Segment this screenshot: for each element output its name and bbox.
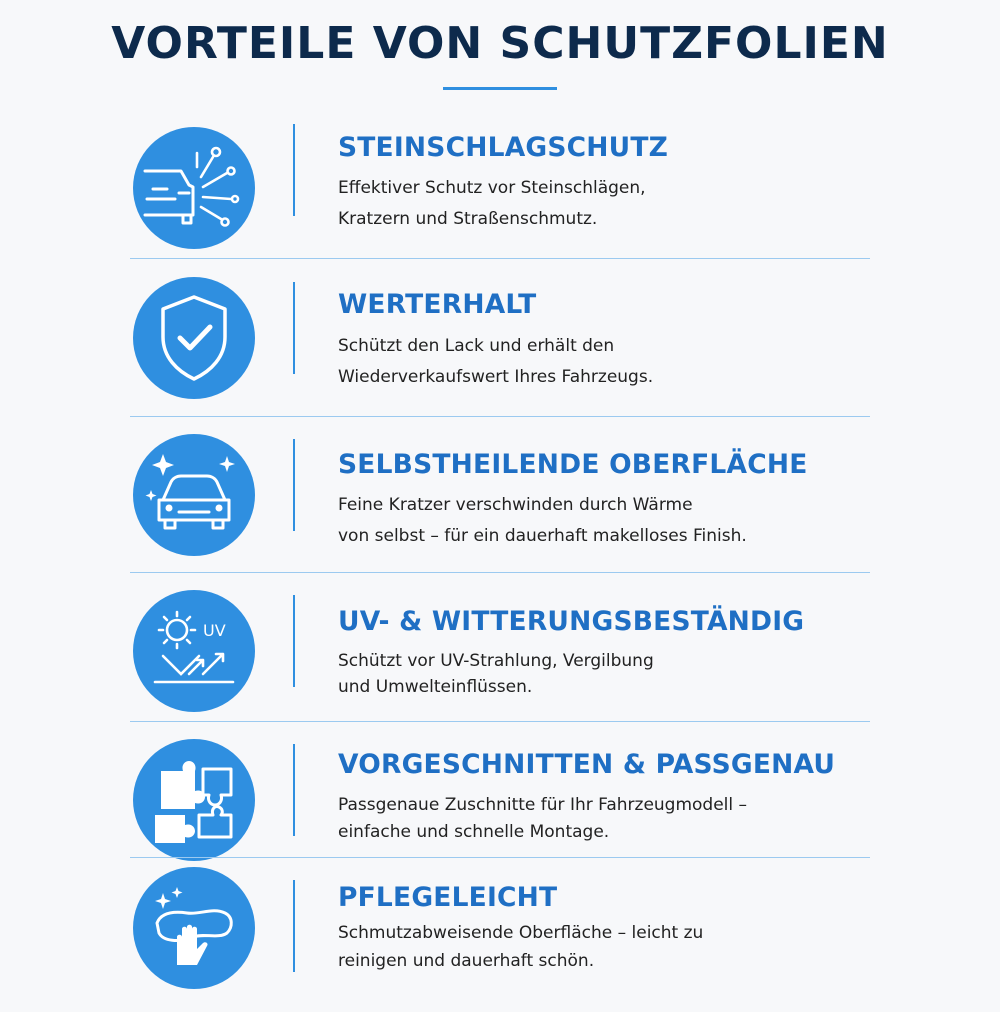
separator — [130, 721, 870, 722]
feature-easy-care — [0, 862, 1000, 1012]
sparkling-car-icon — [133, 434, 255, 556]
feature-heading: SELBSTHEILENDE OBERFLÄCHE — [338, 449, 808, 480]
page-title: VORTEILE VON SCHUTZFOLIEN — [111, 18, 889, 69]
feature-desc-line2: Wiederverkaufswert Ihres Fahrzeugs. — [338, 367, 654, 387]
shield-check-icon — [133, 277, 255, 399]
feature-desc-line2: von selbst – für ein dauerhaft makelloses Finish. — [338, 526, 747, 546]
feature-divider-line — [293, 439, 295, 531]
separator — [130, 416, 870, 417]
feature-heading: VORGESCHNITTEN & PASSGENAU — [338, 749, 836, 780]
feature-uv-weather — [0, 578, 1000, 728]
feature-precut-fit — [0, 727, 1000, 877]
feature-value-retention — [0, 265, 1000, 415]
title-underline — [443, 87, 557, 90]
feature-heading: PFLEGELEICHT — [338, 882, 558, 913]
car-stone-chip-icon — [133, 127, 255, 249]
uv-icon-label: UV — [203, 621, 226, 640]
feature-desc-line1: Effektiver Schutz vor Steinschlägen, — [338, 178, 646, 198]
feature-divider-line — [293, 744, 295, 836]
puzzle-pieces-icon — [133, 739, 255, 861]
separator — [130, 572, 870, 573]
separator — [130, 258, 870, 259]
feature-desc-line1: Feine Kratzer verschwinden durch Wärme — [338, 495, 693, 515]
feature-heading: STEINSCHLAGSCHUTZ — [338, 132, 669, 163]
feature-desc-line1: Passgenaue Zuschnitte für Ihr Fahrzeugmodell – — [338, 795, 748, 815]
feature-divider-line — [293, 880, 295, 972]
feature-desc-line1: Schützt vor UV-Strahlung, Vergilbung — [338, 651, 654, 671]
feature-stone-chip — [0, 110, 1000, 260]
feature-heading: UV- & WITTERUNGSBESTÄNDIG — [338, 606, 805, 637]
feature-self-healing — [0, 422, 1000, 572]
feature-desc-line2: reinigen und dauerhaft schön. — [338, 951, 595, 971]
feature-desc-line2: einfache und schnelle Montage. — [338, 822, 610, 842]
feature-desc-line1: Schützt den Lack und erhält den — [338, 336, 615, 356]
feature-desc-line2: Kratzern und Straßenschmutz. — [338, 209, 598, 229]
feature-desc-line1: Schmutzabweisende Oberfläche – leicht zu — [338, 923, 704, 943]
feature-divider-line — [293, 282, 295, 374]
feature-divider-line — [293, 124, 295, 216]
feature-desc-line2: und Umwelteinflüssen. — [338, 677, 533, 697]
feature-heading: WERTERHALT — [338, 289, 537, 320]
hand-cloth-icon — [133, 867, 255, 989]
sun-uv-icon — [133, 590, 255, 712]
feature-divider-line — [293, 595, 295, 687]
separator — [130, 857, 870, 858]
